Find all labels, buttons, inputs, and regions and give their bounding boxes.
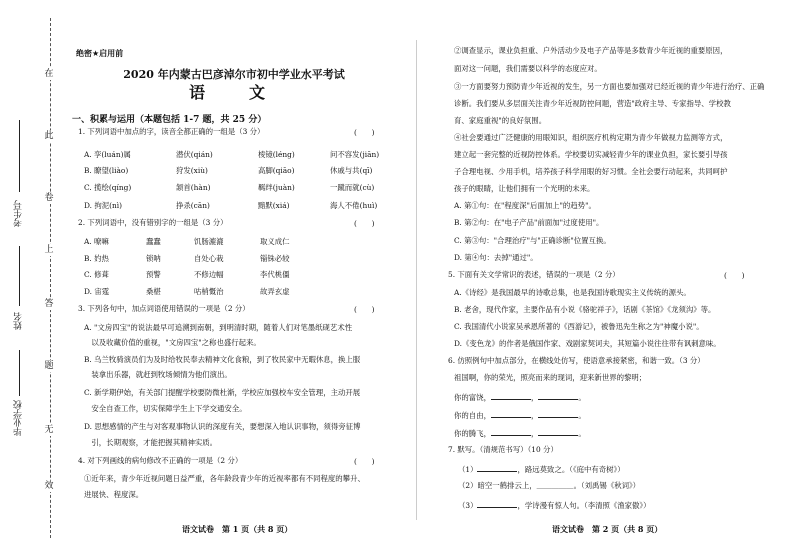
secret-mark: 绝密★启用前	[76, 49, 124, 58]
binding-char: 卷	[42, 192, 56, 204]
option-text: 羁绊(juàn)	[258, 183, 295, 192]
option-text: 问不容发(jiān)	[330, 150, 380, 159]
fill-prompt: 你的自由，	[454, 411, 491, 420]
option-text: 咕梢慨治	[194, 287, 224, 296]
passage-line: ④社会要通过广泛健康的用眼知识，组织医疗机构定期为青少年做视力监测等方式，	[454, 133, 728, 142]
exam-title: 2020 年内蒙古巴彦淖尔市初中学业水平考试	[123, 68, 345, 81]
binding-char: 效	[42, 480, 56, 492]
fill-prompt: 你的腾飞，	[454, 429, 491, 438]
answer-blank[interactable]	[477, 499, 517, 508]
answer-paren: ( )	[724, 271, 745, 280]
answer-blank[interactable]	[491, 409, 531, 418]
item-number: （3）	[458, 501, 478, 510]
option-text: B. 老舍，现代作家，主要作品有小说《骆驼祥子》，话剧《茶馆》《龙须沟》等。	[454, 305, 716, 314]
option-text: 高脚(qiāo)	[258, 166, 295, 175]
option-text: A. 孪(luán)属	[84, 150, 131, 159]
passage-line: ②调查显示，课业负担重、户外活动少及电子产品等是多数青少年近视的重要原因，	[454, 46, 728, 55]
passage-line: 诊断。我们要从多层面关注青少年近视防控问题，营造"政府主导、专家指导、学校教	[454, 99, 731, 108]
example-sentence: 祖国啊，你的荣光，照亮而来的现词，迎来新世界的黎明；	[454, 373, 647, 382]
answer-blank[interactable]	[477, 463, 517, 472]
option-text: 狩发(xiù)	[176, 166, 208, 175]
option-text: B. 第②句：在"电子产品"前面加"过度使用"。	[454, 218, 604, 227]
fill-prompt: 你的富饶，	[454, 393, 491, 402]
school-label: 毕业学校	[14, 400, 24, 436]
fill-line: 你的富饶， ， 。	[454, 393, 586, 402]
question-7-stem: 7. 默写。（清规范书写）（10 分）	[448, 445, 558, 454]
option-text: 潜伏(qián)	[176, 150, 213, 159]
option-text: D. 第④句：去掉"通过"。	[454, 253, 538, 262]
option-text: 饥肠漉漉	[194, 237, 224, 246]
option-text: 以及收藏价值的重视，"文房四宝"之称也盛行起来。	[84, 338, 261, 347]
option-text: A.《诗经》是我国最早的诗歌总集，也是我国诗歌现实主义传统的源头。	[454, 288, 691, 297]
option-text: 锁呐	[146, 254, 161, 263]
subject-title: 语 文	[188, 83, 279, 102]
item-text: 暗空一鹤排云上，＿＿＿＿＿。（刘禹锡《秋词》）	[477, 481, 641, 490]
binding-char: 题	[42, 360, 56, 372]
option-text: C. 第③句："合理治疗"与"正确诊断"位置互换。	[454, 236, 611, 245]
name-line	[19, 246, 20, 306]
option-text: 故弄玄虚	[260, 287, 290, 296]
question-4-stem: 4. 对下列画线的病句修改不正确的一项是（2 分）	[78, 456, 243, 465]
question-5-stem: 5. 下面有关文学常识的表述，错误的一项是（2 分）	[448, 270, 620, 279]
passage-line: ③一方面要努力预防青少年近视的发生，另一方面也要加强对已经近视的青少年进行治疗、正确	[454, 82, 765, 91]
item-number: （2）	[458, 481, 478, 490]
page-1	[64, 0, 404, 560]
option-text: A. 嘹嘛	[84, 237, 109, 246]
option-text: B. 乌兰牧骑演员们为及时给牧民奉去精神文化食粮，到了牧民家中无暇休息，换上服	[84, 355, 361, 364]
page-footer: 语文试卷 第 2 页（共 8 页）	[552, 524, 663, 534]
passage-line: 建立起一套完整的近视防控体系。学校要切实减轻青少年的课业负担，家长要引导孩	[454, 150, 728, 159]
answer-blank[interactable]	[538, 409, 578, 418]
option-text: 颔首(hàn)	[176, 183, 211, 192]
examinee-number-line	[19, 120, 20, 192]
binding-dashed-line	[50, 18, 51, 538]
question-2-stem: 2. 下列词语中，没有错别字的一组是（3 分）	[78, 218, 228, 227]
answer-blank[interactable]	[491, 391, 531, 400]
option-text: B. 瞭望(liào)	[84, 166, 129, 175]
question-3-stem: 3. 下列各句中，加点词语使用错误的一项是（2 分）	[78, 304, 250, 313]
examinee-number-label: 考生号	[14, 200, 24, 227]
option-text: B. 妁热	[84, 254, 109, 263]
section-heading: 一、积累与运用（本题包括 1-7 题，共 25 分）	[72, 115, 267, 125]
option-text: C. 新学期伊始，有关部门提醒学校要防微杜渐，学校应加强校车安全管理，主动开展	[84, 388, 361, 397]
option-text: 海人不倦(huì)	[330, 201, 378, 210]
passage-line: 育、家庭重视"的良好氛围。	[454, 116, 547, 125]
name-label: 姓名	[14, 312, 24, 330]
option-text: 李代桃僵	[260, 270, 290, 279]
answer-paren: ( )	[354, 128, 375, 137]
item-text: ，学诗漫有惊人句。（李清照《渔家傲》）	[517, 501, 651, 510]
binding-char: 此	[42, 130, 56, 142]
binding-char: 答	[42, 298, 56, 310]
option-text: 装拿出乐器，就赶到牧场倾情为他们演出。	[84, 370, 232, 379]
passage-line: 进展快、程度深。	[84, 490, 144, 499]
answer-blank[interactable]	[491, 427, 531, 436]
binding-char: 在	[42, 68, 56, 80]
option-text: C. 揽绘(qíng)	[84, 183, 132, 192]
passage-line: 面对这一问题，我们需要以科学的态度应对。	[454, 64, 602, 73]
option-text: D. 拘泥(nì)	[84, 201, 123, 210]
option-text: 桑椹	[146, 287, 161, 296]
option-text: 蠢蠢	[146, 237, 161, 246]
answer-blank[interactable]	[538, 391, 578, 400]
option-text: A. 第①句：在"程度深"后面加上"的趋势"。	[454, 201, 596, 210]
fill-line: 你的腾飞， ， 。	[454, 429, 586, 438]
column-divider	[416, 40, 417, 520]
option-text: 休戚与共(qī)	[330, 166, 373, 175]
option-text: 预警	[146, 270, 161, 279]
answer-paren: ( )	[354, 457, 375, 466]
passage-line: 子合理电视、少用手机，培养孩子科学用眼的好习惯。全社会要行动起来，共同呵护	[454, 167, 728, 176]
binding-char: 上	[42, 244, 56, 256]
school-line	[19, 350, 20, 396]
recitation-item	[458, 499, 651, 511]
binding-char: 无	[42, 424, 56, 436]
option-text: 棱镜(léng)	[258, 150, 295, 159]
answer-blank[interactable]	[538, 427, 578, 436]
recitation-item	[458, 481, 640, 491]
passage-line: 孩子的眼睛，让他们拥有一个光明的未来。	[454, 184, 595, 193]
option-text: 锱铢必较	[260, 254, 290, 263]
fill-line: 你的自由， ， 。	[454, 411, 586, 420]
option-text: 黯默(xiá)	[258, 201, 290, 210]
answer-paren: ( )	[354, 219, 375, 228]
option-text: C. 我国清代小说家吴承恩所著的《西游记》，被鲁迅先生称之为"神魔小说"。	[454, 322, 704, 331]
option-text: 安全自查工作，切实保障学生上下学交通安全。	[84, 404, 247, 413]
binding-margin	[0, 0, 64, 560]
option-text: 取义成仁	[260, 237, 290, 246]
option-text: D. 思想感情的产生与对客观事物认识的深度有关，要想深入地认识事物，须得旁征博	[84, 422, 361, 431]
page-footer: 语文试卷 第 1 页（共 8 页）	[182, 524, 293, 534]
option-text: 一蹴而就(cù)	[330, 183, 375, 192]
option-text: 自处心栽	[194, 254, 224, 263]
recitation-item	[458, 463, 625, 475]
option-text: A. "文房四宝"的说法最早可追溯到南朝，到明清时期，随着人们对笔墨纸砚艺术性	[84, 323, 353, 332]
question-6-stem: 6. 仿照例句中加点部分，在横线处仿写，使语意承接紧密，和谐一致。（3 分）	[448, 356, 705, 365]
item-number: （1）	[458, 465, 478, 474]
option-text: 挣杀(cān)	[176, 201, 210, 210]
option-text: D.《变色龙》的作者是俄国作家、戏剧家契诃夫，其短篇小说往往带有讽刺意味。	[454, 339, 721, 348]
option-text: D. 宙霆	[84, 287, 110, 296]
page-2	[434, 0, 774, 560]
passage-line: ①近年来，青少年近视问题日益严重，各年龄段青少年的近视率都有不同程度的攀升、	[84, 474, 365, 483]
question-1-stem: 1. 下列词语中加点的字，读音全都正确的一组是（3 分）	[78, 127, 265, 136]
option-text: 不修边幅	[194, 270, 224, 279]
answer-paren: ( )	[354, 305, 375, 314]
item-text: ，路远莫致之。（《庭中有奇树》）	[517, 465, 625, 474]
option-text: 引，长期观察，才能把握其精神实质。	[84, 438, 218, 447]
option-text: C. 修葺	[84, 270, 109, 279]
